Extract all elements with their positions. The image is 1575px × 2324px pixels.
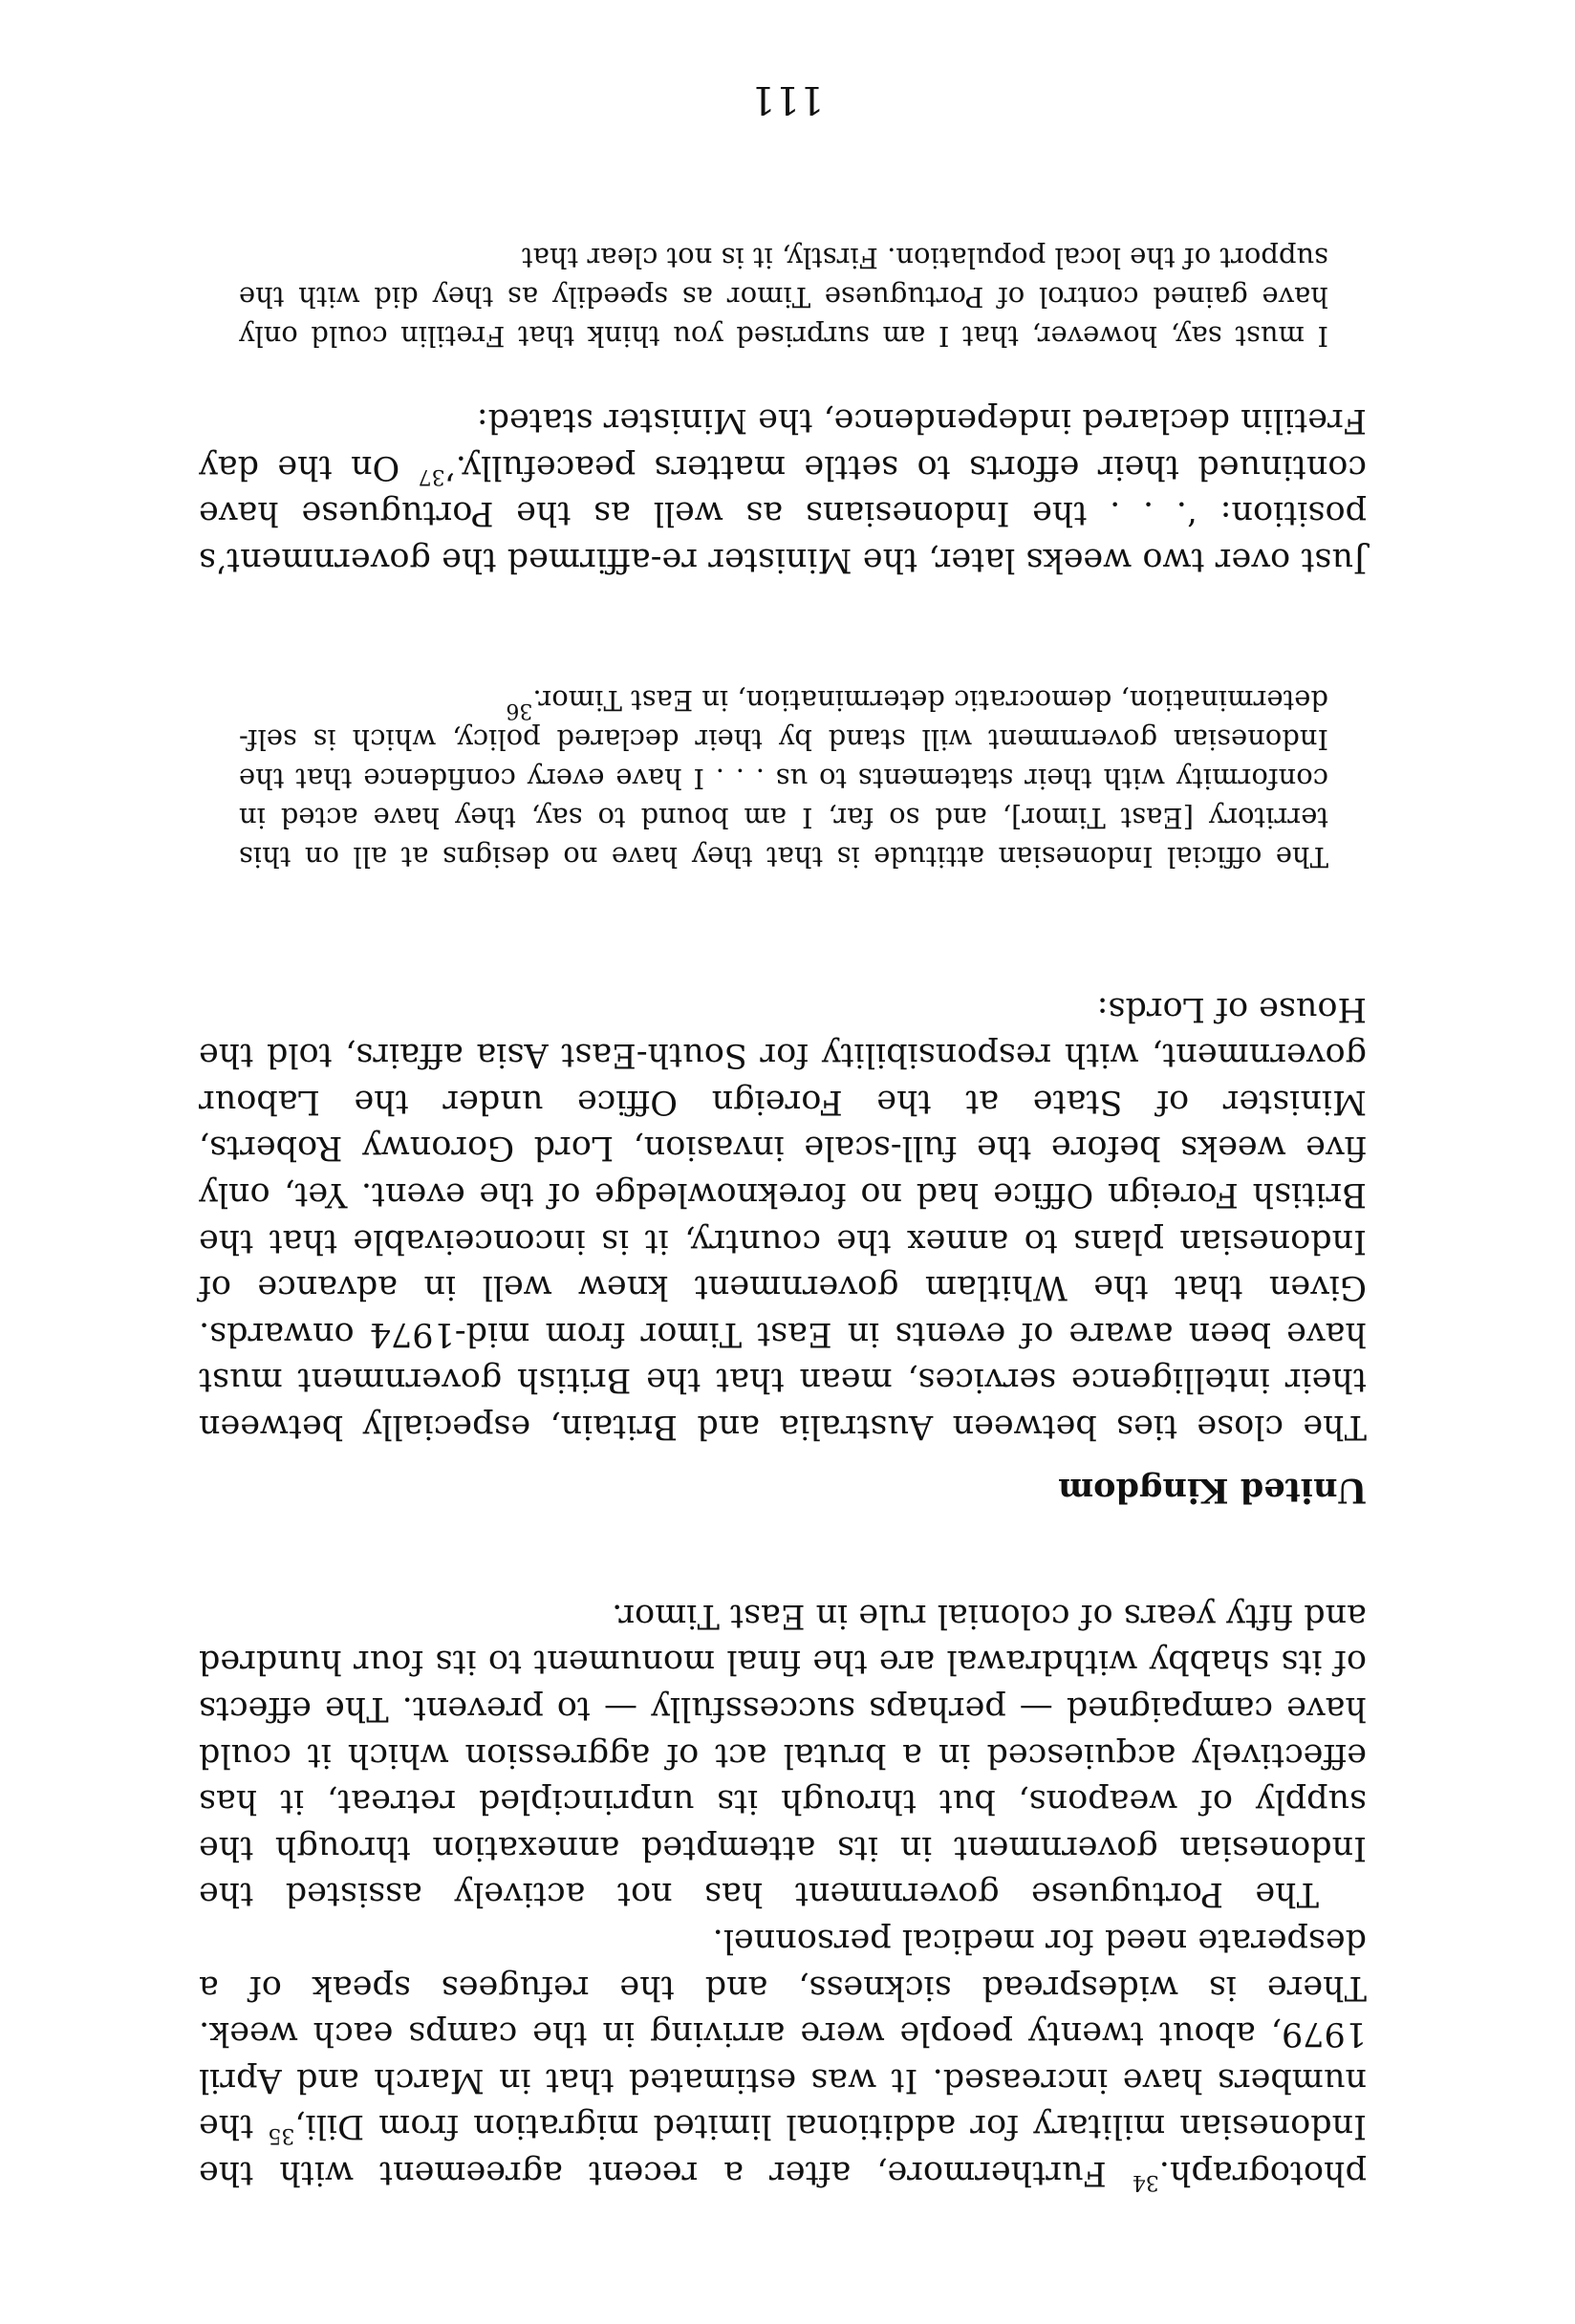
paragraph-minister-reaffirmed (199, 398, 1367, 583)
block-quote-lords (239, 680, 1328, 876)
page-number: 111 (750, 77, 825, 121)
text-run: Just over two weeks later, the Minister re-affirmed the government’s position: ‘. . . the Indonesians as well as the Portuguese have continued their efforts to settle matters peacefully.’ (199, 447, 1367, 579)
text-block-reaffirmed (199, 398, 1367, 583)
text-run: The official Indonesian attitude is that they have no designs at all on this territory [East Timor], and so far, I am bound to say, they have acted in conformity with their statements to us . . . I have every confidence that the Indonesian government will stand by their declared policy, which is self-determination, democratic determination, in East Timor. (239, 684, 1328, 873)
text-run: photograph. (1158, 2154, 1367, 2192)
text-run: On the day Fretilin declared independence, the Minister stated: (199, 401, 1367, 486)
footnote-marker: 35 (268, 2123, 295, 2148)
text-block-top (199, 1592, 1367, 2196)
footnote-marker: 34 (1132, 2170, 1159, 2194)
section-united-kingdom (199, 985, 1367, 1513)
text-run: United Kingdom (1058, 1471, 1367, 1510)
section-heading-united-kingdom (199, 1467, 1367, 1513)
text-run: the numbers have increased. It was estimated that in March and April 1979, about twenty people were arriving in the camps each week. There is widespread sickness, and the refugees speak of a desperate need for medical personnel. (199, 1922, 1367, 2146)
footnote-marker: 36 (506, 699, 533, 722)
paragraph-refugees (199, 1917, 1367, 2196)
paragraph-close-ties (199, 985, 1367, 1450)
text-run: The Portuguese government has not actively assisted the Indonesian government in its attempted annexation through the supply of weapons, but through its unprincipled retreat, it has effectively acquiesced in a brutal act of aggression which it could have campaigned — perhaps successfully — to prevent. The effects of its shabby withdrawal are the final monument to its four hundred and fifty years of colonial rule in East Timor. (199, 1596, 1367, 1914)
footnote-marker: 37 (418, 463, 445, 488)
paragraph-portuguese-government (199, 1592, 1367, 1917)
block-quote-fretilin (239, 238, 1328, 355)
text-run: The close ties between Australia and Britain, especially between their intelligence services, mean that the British government must have been aware of events in East Timor from mid-1974 onwards. Given that the Whitlam government knew well in advance of Indonesian plans to annex the country, it is inconceivable that the British Foreign Office had no foreknowledge of the event. Yet, only five weeks before the full-scale invasion, Lord Goronwy Roberts, Minister of State at the Foreign Office under the Labour government, with responsibility for South-East Asia affairs, told the House of Lords: (199, 989, 1367, 1446)
text-run: Furthermore, after a recent agreement with the Indonesian military for additional limited migration from Dili, (199, 2107, 1367, 2192)
text-run: I must say, however, that I am surprised you think that Fretilin could only have gained control of Portuguese Timor as speedily as they did with the support of the local population. Firstly, it is not clear that (239, 242, 1328, 353)
